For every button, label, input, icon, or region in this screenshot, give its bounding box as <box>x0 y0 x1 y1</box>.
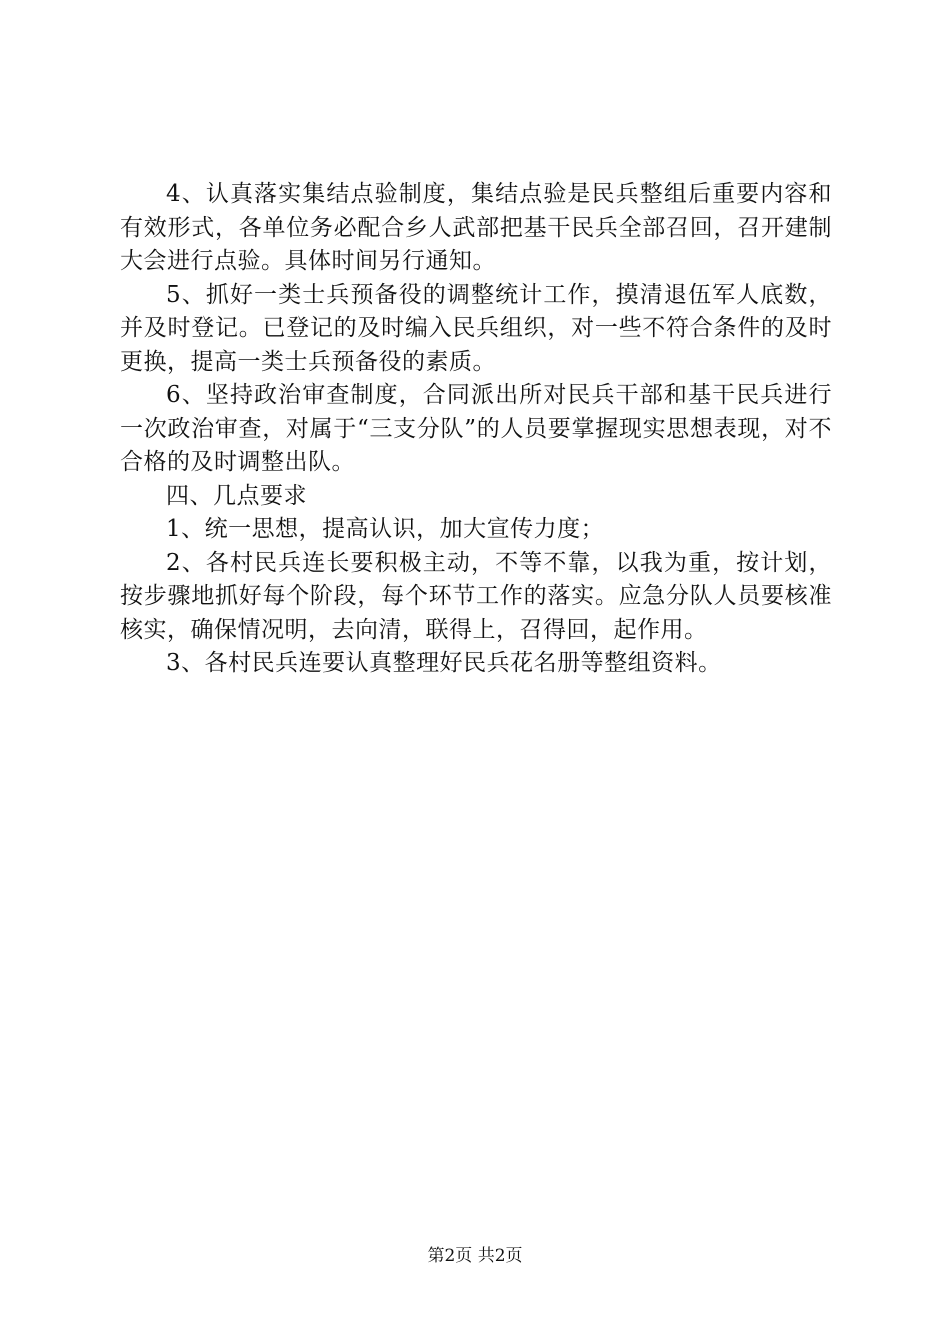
section-heading-requirements: 四、几点要求 <box>166 482 307 509</box>
requirement-item-1: 1、统一思想，提高认识，加大宣传力度； <box>166 516 605 542</box>
paragraph-item-5: 5、抓好一类士兵预备役的调整统计工作，摸清退伍军人底数，并及时登记。已登记的及时编入民兵组织，对一些不符合条件的及时更换，提高一类士兵预备役的素质。 <box>120 281 832 375</box>
document-body <box>120 178 832 681</box>
requirement-item-2: 2、各村民兵连长要积极主动，不等不靠，以我为重，按计划，按步骤地抓好每个阶段，每个环节工作的落实。应急分队人员要核准核实，确保情况明，去向清，联得上，召得回，起作用。 <box>120 549 832 643</box>
paragraph-item-6: 6、坚持政治审查制度，合同派出所对民兵干部和基干民兵进行一次政治审查，对属于“三支分队”的人员要掌握现实思想表现，对不合格的及时调整出队。 <box>120 382 832 475</box>
page-number-footer: 第2页 共2页 <box>427 1246 523 1266</box>
paragraph-item-4: 4、认真落实集结点验制度，集结点验是民兵整组后重要内容和有效形式，各单位务必配合乡人武部把基干民兵全部召回，召开建制大会进行点验。具体时间另行通知。 <box>120 181 832 274</box>
requirement-item-3: 3、各村民兵连要认真整理好民兵花名册等整组资料。 <box>166 650 722 676</box>
